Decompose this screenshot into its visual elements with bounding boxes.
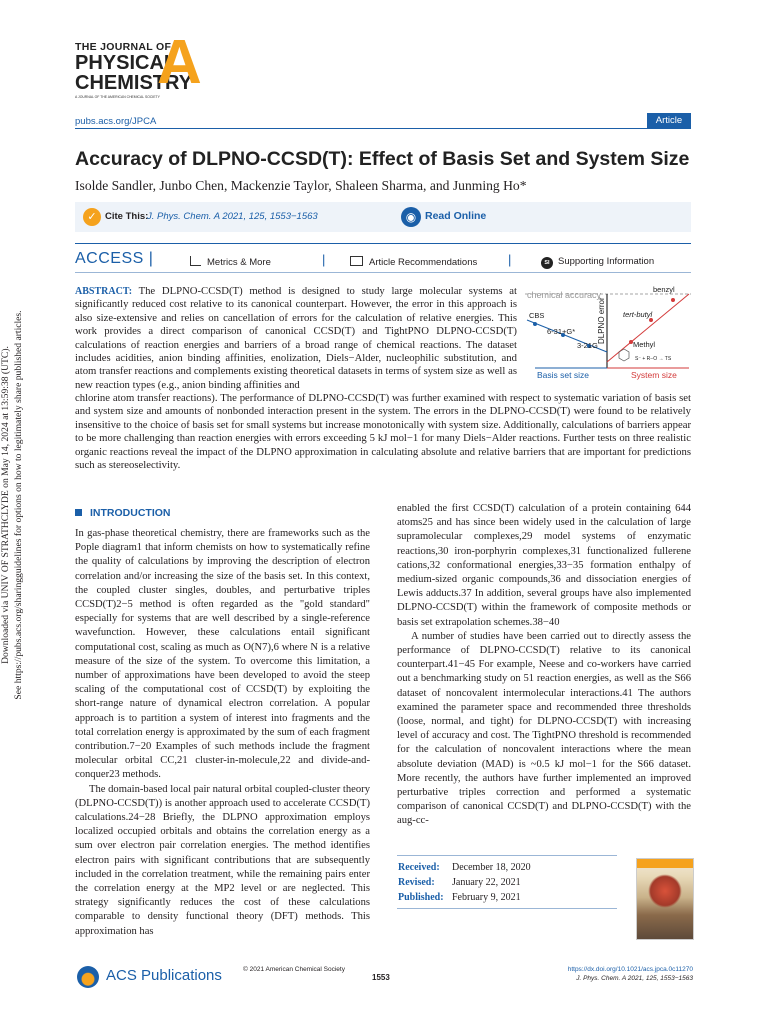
tert-butyl-label: tert-butyl <box>623 310 653 319</box>
journal-letter: A <box>157 28 202 97</box>
system-axis-label: System size <box>631 370 677 380</box>
intro-paragraph-2: The domain-based local pair natural orbital coupled-cluster theory (DLPNO-CCSD(T)) is another approach used to accelerate CCSD(T) calculations.24−28 Briefly, the DLPNO approximation employs localized occupied orbitals and obtains the correlation energy as a sum over electron pair correlation energies. The method identifies electron pairs with significant contributions that are subsequently included in the correlation treatment, while the remaining pairs enter the correlation energy at the MP2 level or are neglected. This strategy significantly reduces the cost of these calculations comparable to density functional theory (DFT) methods. This approximation has <box>75 783 370 937</box>
access-divider-2: | <box>508 252 512 267</box>
cbs-point <box>533 322 537 326</box>
header-rule <box>75 128 691 129</box>
intro-paragraph-4: A number of studies have been carried out to directly assess the performance of DLPNO-CCSD(T) relative to its canonical counterpart.41−45 For example, Neese and co-workers have carried out a benchmarking study on 51 reaction energies, as well as the S66 dataset of noncovalent intermolecular interactions.41 The authors examined the parameter space and recommended three thresholds (loose, normal, and tight) for DLPNO-CCSD(T) with increasing level of accuracy and cost. The TightPNO threshold is recommended for the calculation of noncovalent interactions where the mean absolute deviation (MAD) is ~0.5 kJ mol−1 for the S66 dataset. More recently, the authors have further implemented an improved perturbative triples correction and performed a systematic comparison of canonical CCSD(T) and DLPNO-CCSD(T) with the aug-cc- <box>397 630 691 827</box>
intro-heading-square <box>75 509 82 516</box>
ring-icon <box>619 349 629 361</box>
cbs-label: CBS <box>529 311 545 320</box>
footer-page-number: 1553 <box>372 973 390 982</box>
reaction-label: S⁻ + R−O → TS <box>635 356 672 362</box>
journal-tagline: A JOURNAL OF THE AMERICAN CHEMICAL SOCIETY <box>75 95 160 99</box>
article-icon <box>350 256 363 266</box>
download-line-2: See https://pubs.acs.org/sharingguidelines for options on how to legitimately share published articles. <box>13 310 24 700</box>
access-divider-1: | <box>322 252 326 267</box>
published-row <box>398 890 618 905</box>
download-notice <box>0 160 25 850</box>
acs-publications-label[interactable]: ACS Publications <box>106 967 222 984</box>
recommendations-link[interactable] <box>350 256 477 268</box>
cite-label: Cite This: <box>105 211 149 222</box>
metrics-link[interactable] <box>190 256 271 268</box>
cite-text[interactable]: J. Phys. Chem. A 2021, 125, 1553−1563 <box>147 211 318 222</box>
chemical-accuracy-label: chemical accuracy <box>527 290 602 300</box>
toc-graphic <box>523 282 693 382</box>
journal-name-line1: THE JOURNAL OF <box>75 41 172 53</box>
footer-copyright: © 2021 American Chemical Society <box>243 966 345 973</box>
revised-row <box>398 875 618 890</box>
download-line-1: Downloaded via UNIV OF STRATHCLYDE on May 14, 2024 at 13:59:38 (UTC). <box>0 346 11 664</box>
read-online-link[interactable]: Read Online <box>425 210 487 222</box>
intro-paragraph-3: enabled the first CCSD(T) calculation of a protein containing 644 atoms25 and has since been widely used in the calculation of large supramolecular complexes,29 model systems of enzymatic reactions,30 iron-porphyrin complexes,31 functionalized fullerene cations,32 conformational energies,33−35 formation enthalpy of medium-sized organic compounds,36 and dissociation energies of Lewis adducts.37 In addition, several groups have also implemented DLPNO-CCSD(T) within the framework of composite methods or basis set extrapolation schemes.38−40 <box>397 503 691 628</box>
abstract-wide: chlorine atom transfer reactions). The performance of DLPNO-CCSD(T) was further examined with respect to systematic variation of basis set and system size and amounts of nonbonded interaction present in the system. The errors in the DLPNO-CCSD(T) were found to be relatively insensitive to the choice of basis set for small systems but increase monotonically with system size. Additionally, calculations of barriers appear to be more challenging than reaction energies with errors exceeding 5 kJ mol−1 for many Diels−Alder reactions. Further tests on three realistic organic reactions reveal the impact of the DLPNO approximation in calculating absolute and relative barriers that are important for predictions such as stereoselectivity. <box>75 392 691 472</box>
cite-icon[interactable]: ✓ <box>83 208 101 226</box>
abstract-text-1: The DLPNO-CCSD(T) method is designed to study large molecular systems at significantly reduced cost relative to its canonical counterpart. However, the error in this approach is also size-extensive and relies on cancellation of errors for the calculation of relative energies. This work provides a direct comparison of canonical CCSD(T) and TightPNO DLPNO-CCSD(T) calculations of reaction energies and barriers of a broad range of chemical reactions. The dataset includes acidities, anion binding affinities, enolization, Diels−Alder, nucleophilic substitution, and atom transfer reactions and complements existing theoretical datasets in terms of system size as well as new reaction types (e.g., anion binding affinities and <box>75 285 517 391</box>
journal-name-line2: PHYSICAL <box>75 52 177 74</box>
journal-name-line3: CHEMISTRY <box>75 72 193 94</box>
intro-heading-text: INTRODUCTION <box>90 507 171 519</box>
dlpno-error-label: DLPNO error <box>597 297 606 344</box>
footer-doi[interactable]: https://dx.doi.org/10.1021/acs.jpca.0c11270 <box>567 966 693 973</box>
article-title: Accuracy of DLPNO-CCSD(T): Effect of Basis Set and System Size <box>75 148 690 170</box>
revised-label: Revised: <box>398 877 435 888</box>
si-badge: SI <box>541 257 553 269</box>
access-bottom-rule <box>75 272 691 273</box>
access-label: ACCESS | <box>75 250 154 267</box>
basis-axis-label: Basis set size <box>537 370 589 380</box>
supporting-label: Supporting Information <box>558 256 655 267</box>
benzyl-point <box>671 298 675 302</box>
intro-paragraph-1: In gas-phase theoretical chemistry, there are frameworks such as the Pople diagram1 that inform chemists on how to systematically refine the quality of calculations by improving the description of electron correlation and/or increasing the size of the basis set. In this context, the coupled cluster singles, doubles, and perturbative triples CCSD(T)2−5 method is often regarded as the "gold standard" especially for systems that are well described by a single-reference wavefunction. However, these calculations entail significant computational cost, scaling as much as O(N7),6 where N is a relative measure of the size of the system. To overcome this limitation, a number of approximations have been developed to avoid the steep scaling of the computational cost of CCSD(T) by exploiting the short-range nature of dynamical electron correlation. A popular approach is to partition a system of interest into fragments and the total correlation energy is approximated by the sum of each fragment contribution.7−20 Examples of such methods include the fragment molecular orbital CC,21 cluster-in-molecule,22 and divide-and-conquer23 methods. <box>75 528 370 781</box>
dates-bottom-rule <box>397 908 617 909</box>
supporting-link[interactable] <box>541 256 654 269</box>
intro-column-right <box>397 502 691 829</box>
intro-heading <box>75 507 171 519</box>
toc-graphic-svg <box>523 282 693 382</box>
received-row <box>398 860 618 875</box>
basis1-label: 6-31+G* <box>547 327 576 336</box>
journal-cover-image[interactable] <box>636 858 694 940</box>
bar-chart-icon <box>190 256 201 266</box>
cite-bar <box>75 202 691 232</box>
benzyl-label: benzyl <box>653 285 675 294</box>
received-date: December 18, 2020 <box>452 862 531 873</box>
article-type-badge: Article <box>647 113 691 128</box>
intro-column-left <box>75 527 370 939</box>
abstract-label: ABSTRACT: <box>75 286 133 297</box>
dates-top-rule <box>397 855 617 856</box>
basis2-label: 3-21G <box>577 341 598 350</box>
cover-title-bar <box>637 859 693 868</box>
recommendations-label: Article Recommendations <box>369 257 478 268</box>
footer-citation: J. Phys. Chem. A 2021, 125, 1553−1563 <box>576 975 693 982</box>
acs-logo-icon <box>77 966 99 988</box>
received-label: Received: <box>398 862 440 873</box>
abstract-narrow <box>75 285 517 392</box>
published-date: February 9, 2021 <box>452 892 521 903</box>
metrics-label: Metrics & More <box>207 257 271 268</box>
cover-figure <box>648 874 682 908</box>
revised-date: January 22, 2021 <box>452 877 521 888</box>
article-authors: Isolde Sandler, Junbo Chen, Mackenzie Taylor, Shaleen Sharma, and Junming Ho* <box>75 178 527 193</box>
journal-url[interactable]: pubs.acs.org/JPCA <box>75 116 157 127</box>
dates-box <box>398 860 618 905</box>
published-label: Published: <box>398 892 444 903</box>
methyl-label: Methyl <box>633 340 656 349</box>
journal-logo <box>75 28 202 102</box>
access-top-rule <box>75 243 691 244</box>
globe-icon[interactable]: ◉ <box>401 207 421 227</box>
